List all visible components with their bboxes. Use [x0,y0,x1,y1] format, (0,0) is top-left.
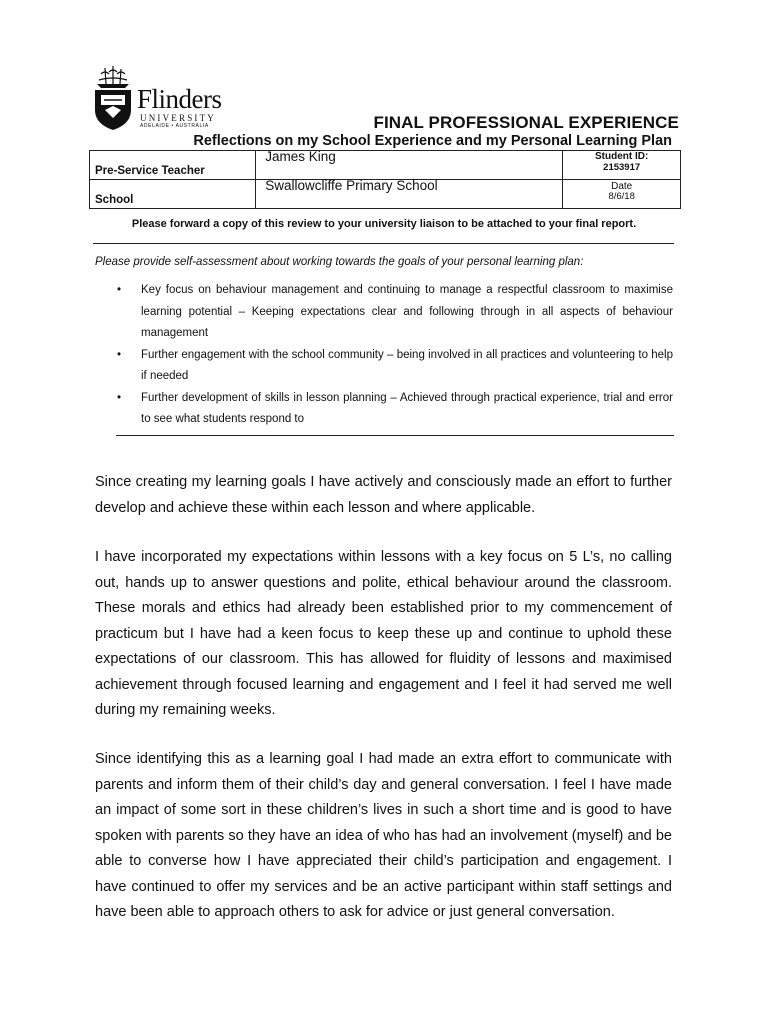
logo-location: ADELAIDE • AUSTRALIA [140,123,209,129]
reflection-paragraph: I have incorporated my expectations within lessons with a key focus on 5 L’s, no calling out, hands up to answer questions and polite, ethical behaviour around the classroom. These morals and ethics had already been established prior to my commencement of practicum but I have had a keen focus to keep these up and continue to uphold these expectations of our classroom. This has allowed for fluidity of lessons and maximised achievement through focused learning and engagement and I feel it had served me well during my remaining weeks. [95,549,672,718]
date-cell [563,180,681,209]
logo-wordmark: Flinders [137,84,222,114]
list-item [93,345,673,388]
reflection-paragraph: Since identifying this as a learning goal I had made an extra effort to communicate with parents and inform them of their child’s day and general conversation. I feel I have made an impact of some sort in these children’s lives in such a short time and is good to have spoken with parents so they have an idea of who has had an involvement (myself) and be able to converse how I have appreciated their child’s participation and engagement. I have continued to offer my services and be an active participant within staff settings and have been able to approach others to ask for advice or just general conversation. [95,751,672,920]
table-row [90,151,681,180]
date-value: 8/6/18 [608,191,635,202]
student-id-label: Student ID: [595,151,649,162]
page-title: FINAL PROFESSIONAL EXPERIENCE [373,113,679,132]
info-table [89,150,681,209]
teacher-label-cell [90,151,256,180]
teacher-name: James King [265,149,336,164]
list-item [93,280,673,345]
goal-text: Further engagement with the school community – being involved in all practices and volunteering to help if needed [141,348,673,382]
teacher-value-cell [256,151,563,180]
list-item [93,388,673,431]
divider [116,435,674,436]
date-label: Date [611,181,633,192]
student-id-cell [563,151,681,180]
bullet-icon: • [117,348,122,361]
page-subtitle: Reflections on my School Experience and my Personal Learning Plan [193,133,672,149]
bullet-icon: • [117,284,122,296]
forward-note: Please forward a copy of this review to your university liaison to be attached to your final report. [131,218,637,230]
school-value-cell [256,180,563,209]
school-label: School [95,194,134,206]
teacher-label: Pre-Service Teacher [95,165,205,177]
logo-university: UNIVERSITY [140,113,216,123]
school-name: Swallowcliffe Primary School [265,178,438,193]
shield-crest-icon [93,66,133,132]
goals-list [93,280,673,431]
instruction-text: Please provide self-assessment about working towards the goals of your personal learning plan: [95,256,584,268]
reflection-paragraph: Since creating my learning goals I have actively and consciously made an effort to further develop and achieve these within each lesson and where applicable. [95,474,672,516]
bullet-icon: • [117,391,122,404]
goal-text: Key focus on behaviour management and continuing to manage a respectful classroom to maximise learning potential – Keeping expectations clear and following through in all aspects of behaviour management [141,284,673,339]
goal-text: Further development of skills in lesson planning – Achieved through practical experience, trial and error to see what students respond to [141,391,673,425]
school-label-cell [90,180,256,209]
table-row [90,180,681,209]
student-id-value: 2153917 [603,162,641,173]
university-logo [93,66,233,132]
divider [93,243,674,244]
